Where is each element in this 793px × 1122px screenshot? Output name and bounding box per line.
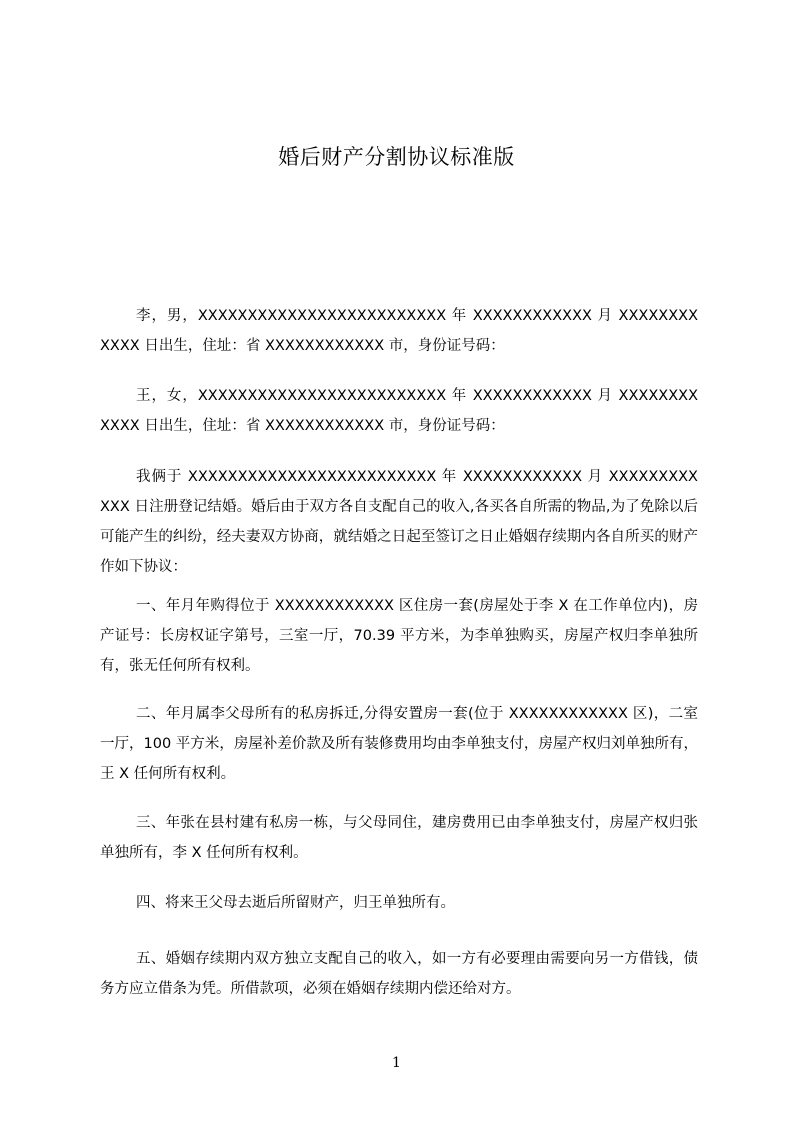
paragraph-preamble: 我俩于 XXXXXXXXXXXXXXXXXXXXXXXXX 年 XXXXXXXXXXXX 月 XXXXXXXXXXXX 日注册登记结婚。婚后由于双方各自支配自己的收入,各买各自所需的物品,为了免除以后可能产生的纠纷，经夫妻双方协商，就结婚之日起至签订之日止婚姻存续期内各自所买的财产作如下协议： [100,468,698,575]
paragraph-clause-5: 五、婚姻存续期内双方独立支配自己的收入，如一方有必要理由需要向另一方借钱，债务方应立借条为凭。所借款项，必须在婚姻存续期内偿还给对方。 [100,950,698,997]
paragraph-clause-2: 二、年月属李父母所有的私房拆迁,分得安置房一套(位于 XXXXXXXXXXXX 区)，二室一厅，100 平方米，房屋补差价款及所有装修费用均由李单独支付，房屋产权归刘单独所有，王 X 任何所有权利。 [100,705,698,782]
paragraph-party-li: 李，男，XXXXXXXXXXXXXXXXXXXXXXXXX 年 XXXXXXXXXXXX 月 XXXXXXXXXXXX 日出生，住址：省 XXXXXXXXXXXX 市，身份证号码： [100,307,698,354]
page-number: 1 [392,1055,401,1071]
paragraph-clause-4: 四、将来王父母去逝后所留财产，归王单独所有。 [136,894,455,911]
paragraph-clause-1: 一、年月年购得位于 XXXXXXXXXXXX 区住房一套(房屋处于李 X 在工作单位内)，房产证号：长房权证字第号，三室一厅，70.39 平方米，为李单独购买，房屋产权归李单独所有，张无任何所有权利。 [100,597,698,674]
paragraph-clause-3: 三、年张在县村建有私房一栋，与父母同住，建房费用已由李单独支付，房屋产权归张单独所有，李 X 任何所有权利。 [100,814,698,861]
document-title: 婚后财产分割协议标准版 [278,145,515,169]
paragraph-party-wang: 王，女，XXXXXXXXXXXXXXXXXXXXXXXXX 年 XXXXXXXXXXXX 月 XXXXXXXXXXXX 日出生，住址：省 XXXXXXXXXXXX 市，身份证号码： [100,387,698,434]
